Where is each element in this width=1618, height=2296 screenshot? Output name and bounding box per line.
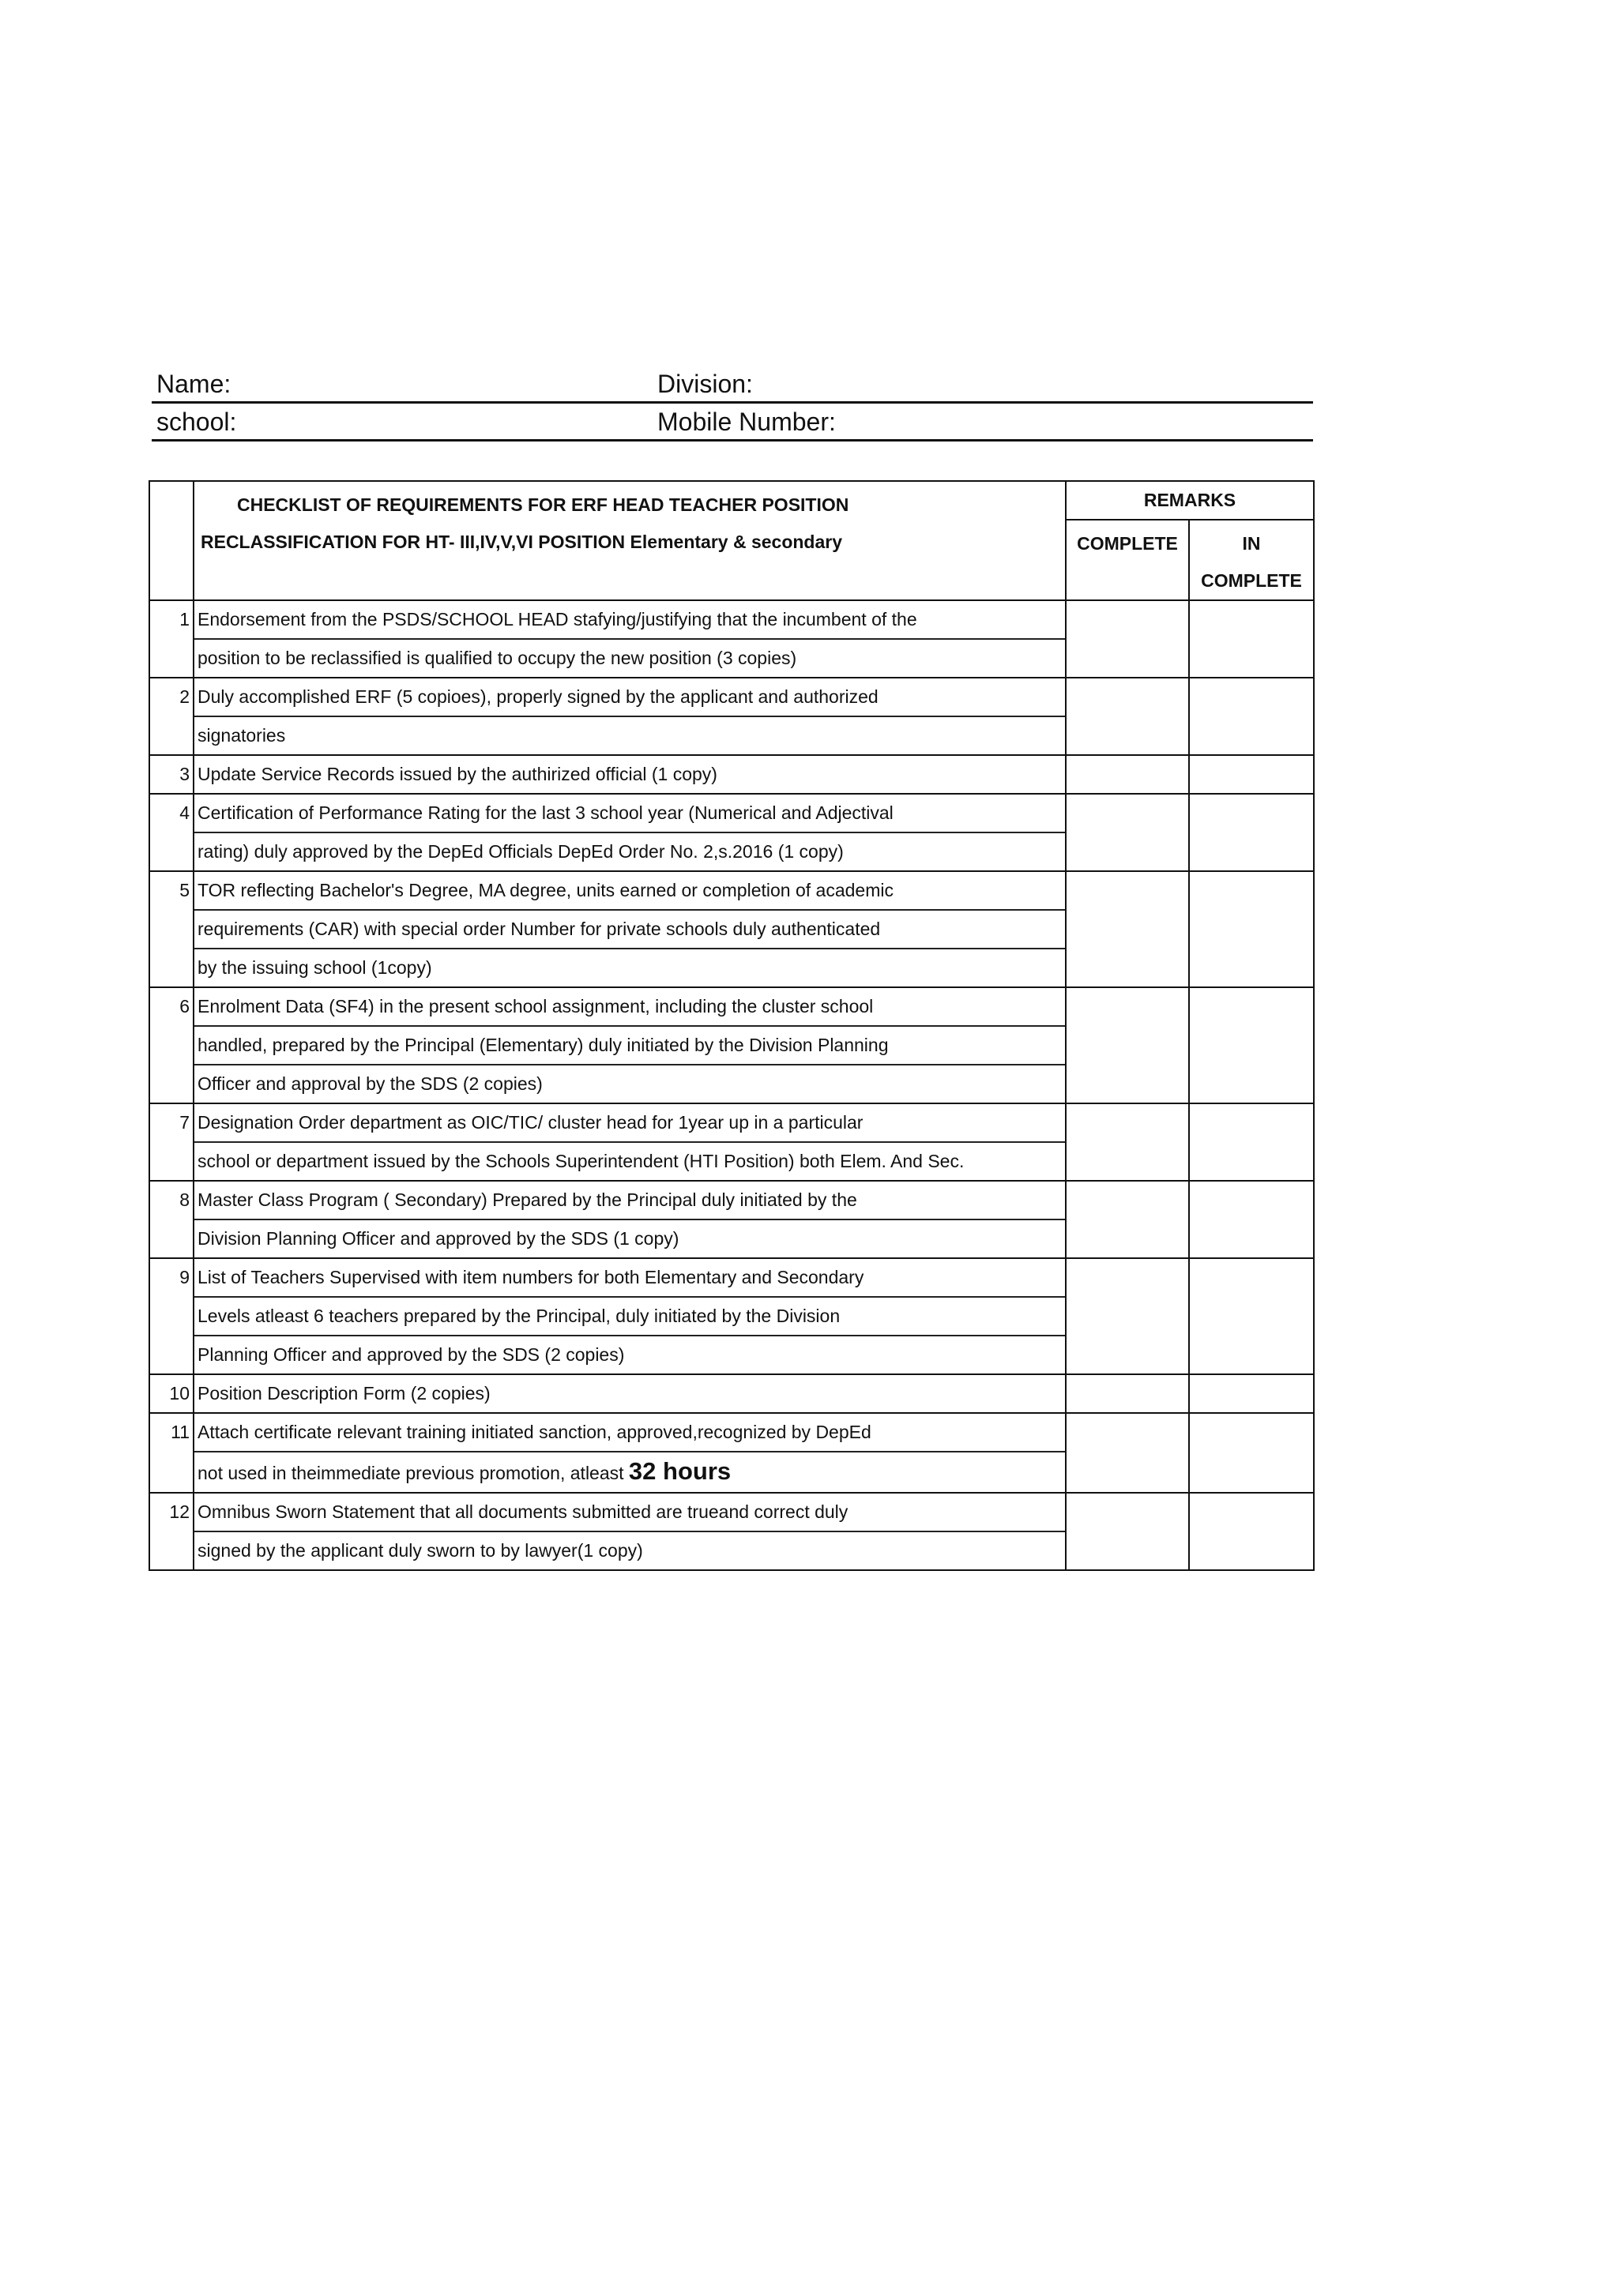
requirement-line xyxy=(194,911,1065,949)
requirement-number: 9 xyxy=(149,1258,194,1374)
remarks-header: REMARKS xyxy=(1066,481,1314,520)
requirement-line xyxy=(194,1143,1065,1180)
incomplete-checkbox-cell[interactable] xyxy=(1189,600,1314,678)
requirement-line-text: Attach certificate relevant training initiated sanction, approved,recognized by DepEd xyxy=(198,1422,871,1442)
requirement-line-text: Omnibus Sworn Statement that all documents submitted are trueand correct duly xyxy=(198,1501,849,1522)
requirement-number: 2 xyxy=(149,678,194,755)
requirement-line-text: Master Class Program ( Secondary) Prepared by the Principal duly initiated by the xyxy=(198,1189,857,1210)
requirement-line-text: Planning Officer and approved by the SDS (2 copies) xyxy=(198,1344,625,1365)
checklist-title-line-2: RECLASSIFICATION FOR HT- III,IV,V,VI POSITION Elementary & secondary xyxy=(201,532,843,552)
incomplete-checkbox-cell[interactable] xyxy=(1189,1103,1314,1181)
incomplete-header-line-2: COMPLETE xyxy=(1201,570,1302,591)
requirement-line-text: signatories xyxy=(198,725,286,746)
requirement-line-text: Enrolment Data (SF4) in the present school assignment, including the cluster school xyxy=(198,996,874,1016)
incomplete-checkbox-cell[interactable] xyxy=(1189,1258,1314,1374)
requirement-line xyxy=(194,795,1065,833)
incomplete-header xyxy=(1189,520,1314,600)
requirement-number: 8 xyxy=(149,1181,194,1258)
requirement-number: 10 xyxy=(149,1374,194,1413)
requirement-line xyxy=(194,601,1065,640)
requirements-checklist-table xyxy=(149,480,1315,1571)
requirement-line xyxy=(194,1027,1065,1065)
requirement-number: 1 xyxy=(149,600,194,678)
requirement-line xyxy=(194,1220,1065,1257)
incomplete-checkbox-cell[interactable] xyxy=(1189,1493,1314,1570)
school-label: school: xyxy=(156,408,237,436)
requirement-line-text: Levels atleast 6 teachers prepared by the Principal, duly initiated by the Division xyxy=(198,1306,841,1326)
requirement-line-text: rating) duly approved by the DepEd Officials DepEd Order No. 2,s.2016 (1 copy) xyxy=(198,841,844,862)
requirement-line xyxy=(194,756,1065,793)
requirement-description xyxy=(194,1493,1066,1570)
name-label: Name: xyxy=(156,370,231,398)
incomplete-checkbox-cell[interactable] xyxy=(1189,1181,1314,1258)
requirement-line-text: List of Teachers Supervised with item numbers for both Elementary and Secondary xyxy=(198,1267,864,1287)
requirement-description xyxy=(194,755,1066,794)
requirement-line xyxy=(194,1452,1065,1492)
requirement-line-text: Division Planning Officer and approved by the SDS (1 copy) xyxy=(198,1228,679,1249)
requirement-line xyxy=(194,1375,1065,1412)
requirement-line xyxy=(194,1065,1065,1103)
header-number-cell xyxy=(149,481,194,600)
requirement-description xyxy=(194,987,1066,1103)
requirement-line-text: position to be reclassified is qualified to occupy the new position (3 copies) xyxy=(198,648,797,668)
requirement-description xyxy=(194,1181,1066,1258)
incomplete-checkbox-cell[interactable] xyxy=(1189,755,1314,794)
requirement-line xyxy=(194,1104,1065,1143)
requirement-line-text: not used in theimmediate previous promotion, atleast xyxy=(198,1463,629,1483)
complete-checkbox-cell[interactable] xyxy=(1066,1258,1189,1374)
requirement-description xyxy=(194,1413,1066,1493)
requirement-description xyxy=(194,1103,1066,1181)
requirement-number: 11 xyxy=(149,1413,194,1493)
checklist-title-line-1: CHECKLIST OF REQUIREMENTS FOR ERF HEAD TEACHER POSITION xyxy=(237,494,849,515)
incomplete-header-line-1: IN xyxy=(1242,533,1261,554)
complete-checkbox-cell[interactable] xyxy=(1066,1413,1189,1493)
division-label: Division: xyxy=(657,370,753,398)
requirement-line-text: handled, prepared by the Principal (Elementary) duly initiated by the Division Planning xyxy=(198,1035,889,1055)
complete-checkbox-cell[interactable] xyxy=(1066,1493,1189,1570)
requirement-line-text: Duly accomplished ERF (5 copioes), properly signed by the applicant and authorized xyxy=(198,686,879,707)
requirement-line-text: Officer and approval by the SDS (2 copies) xyxy=(198,1073,543,1094)
complete-checkbox-cell[interactable] xyxy=(1066,987,1189,1103)
requirement-description xyxy=(194,1258,1066,1374)
requirement-line xyxy=(194,988,1065,1027)
table-row xyxy=(149,1493,1314,1570)
requirement-line xyxy=(194,1532,1065,1569)
mobile-number-label: Mobile Number: xyxy=(657,408,836,436)
incomplete-checkbox-cell[interactable] xyxy=(1189,794,1314,871)
requirement-line-text: Designation Order department as OIC/TIC/ cluster head for 1year up in a particular xyxy=(198,1112,864,1133)
requirement-line xyxy=(194,1494,1065,1532)
requirement-description xyxy=(194,678,1066,755)
requirement-description xyxy=(194,871,1066,987)
table-row xyxy=(149,987,1314,1103)
requirement-number: 5 xyxy=(149,871,194,987)
required-hours-emphasis: 32 hours xyxy=(628,1457,732,1485)
school-mobile-row xyxy=(152,404,1313,442)
table-row xyxy=(149,1413,1314,1493)
requirement-line xyxy=(194,1259,1065,1298)
table-row xyxy=(149,1181,1314,1258)
complete-checkbox-cell[interactable] xyxy=(1066,794,1189,871)
complete-checkbox-cell[interactable] xyxy=(1066,871,1189,987)
requirement-description xyxy=(194,1374,1066,1413)
requirement-number: 6 xyxy=(149,987,194,1103)
name-division-row xyxy=(152,366,1313,404)
requirement-line-text: school or department issued by the Schools Superintendent (HTI Position) both Elem. And Sec. xyxy=(198,1151,965,1171)
requirement-line xyxy=(194,1298,1065,1336)
requirement-line xyxy=(194,872,1065,911)
requirement-line-text: signed by the applicant duly sworn to by lawyer(1 copy) xyxy=(198,1540,643,1561)
requirement-line-text: Certification of Performance Rating for the last 3 school year (Numerical and Adjectival xyxy=(198,802,894,823)
requirement-line xyxy=(194,949,1065,986)
table-row xyxy=(149,1374,1314,1413)
requirement-line-text: Endorsement from the PSDS/SCHOOL HEAD stafying/justifying that the incumbent of the xyxy=(198,609,917,629)
requirement-line-text: by the issuing school (1copy) xyxy=(198,957,432,978)
requirement-line-text: requirements (CAR) with special order Number for private schools duly authenticated xyxy=(198,919,881,939)
incomplete-checkbox-cell[interactable] xyxy=(1189,987,1314,1103)
complete-checkbox-cell[interactable] xyxy=(1066,755,1189,794)
requirement-line xyxy=(194,640,1065,677)
requirement-description xyxy=(194,794,1066,871)
table-row xyxy=(149,871,1314,987)
complete-checkbox-cell[interactable] xyxy=(1066,678,1189,755)
incomplete-checkbox-cell[interactable] xyxy=(1189,1374,1314,1413)
table-row xyxy=(149,1103,1314,1181)
table-row xyxy=(149,755,1314,794)
table-row xyxy=(149,1258,1314,1374)
table-row xyxy=(149,600,1314,678)
requirement-line xyxy=(194,1182,1065,1220)
requirement-line-text: Update Service Records issued by the authirized official (1 copy) xyxy=(198,764,717,784)
header-row xyxy=(149,481,1314,520)
requirement-line xyxy=(194,717,1065,754)
requirement-line xyxy=(194,833,1065,870)
table-row xyxy=(149,678,1314,755)
checklist-title xyxy=(194,481,1066,600)
requirement-number: 7 xyxy=(149,1103,194,1181)
complete-header: COMPLETE xyxy=(1066,520,1189,600)
complete-checkbox-cell[interactable] xyxy=(1066,600,1189,678)
requirement-line xyxy=(194,1336,1065,1373)
complete-checkbox-cell[interactable] xyxy=(1066,1181,1189,1258)
requirement-number: 3 xyxy=(149,755,194,794)
requirement-description xyxy=(194,600,1066,678)
requirement-number: 4 xyxy=(149,794,194,871)
requirement-line-text: TOR reflecting Bachelor's Degree, MA degree, units earned or completion of academic xyxy=(198,880,894,900)
requirement-line xyxy=(194,1414,1065,1452)
requirement-line xyxy=(194,678,1065,717)
complete-checkbox-cell[interactable] xyxy=(1066,1103,1189,1181)
complete-checkbox-cell[interactable] xyxy=(1066,1374,1189,1413)
table-row xyxy=(149,794,1314,871)
incomplete-checkbox-cell[interactable] xyxy=(1189,678,1314,755)
requirement-number: 12 xyxy=(149,1493,194,1570)
incomplete-checkbox-cell[interactable] xyxy=(1189,1413,1314,1493)
incomplete-checkbox-cell[interactable] xyxy=(1189,871,1314,987)
requirement-line-text: Position Description Form (2 copies) xyxy=(198,1383,491,1404)
